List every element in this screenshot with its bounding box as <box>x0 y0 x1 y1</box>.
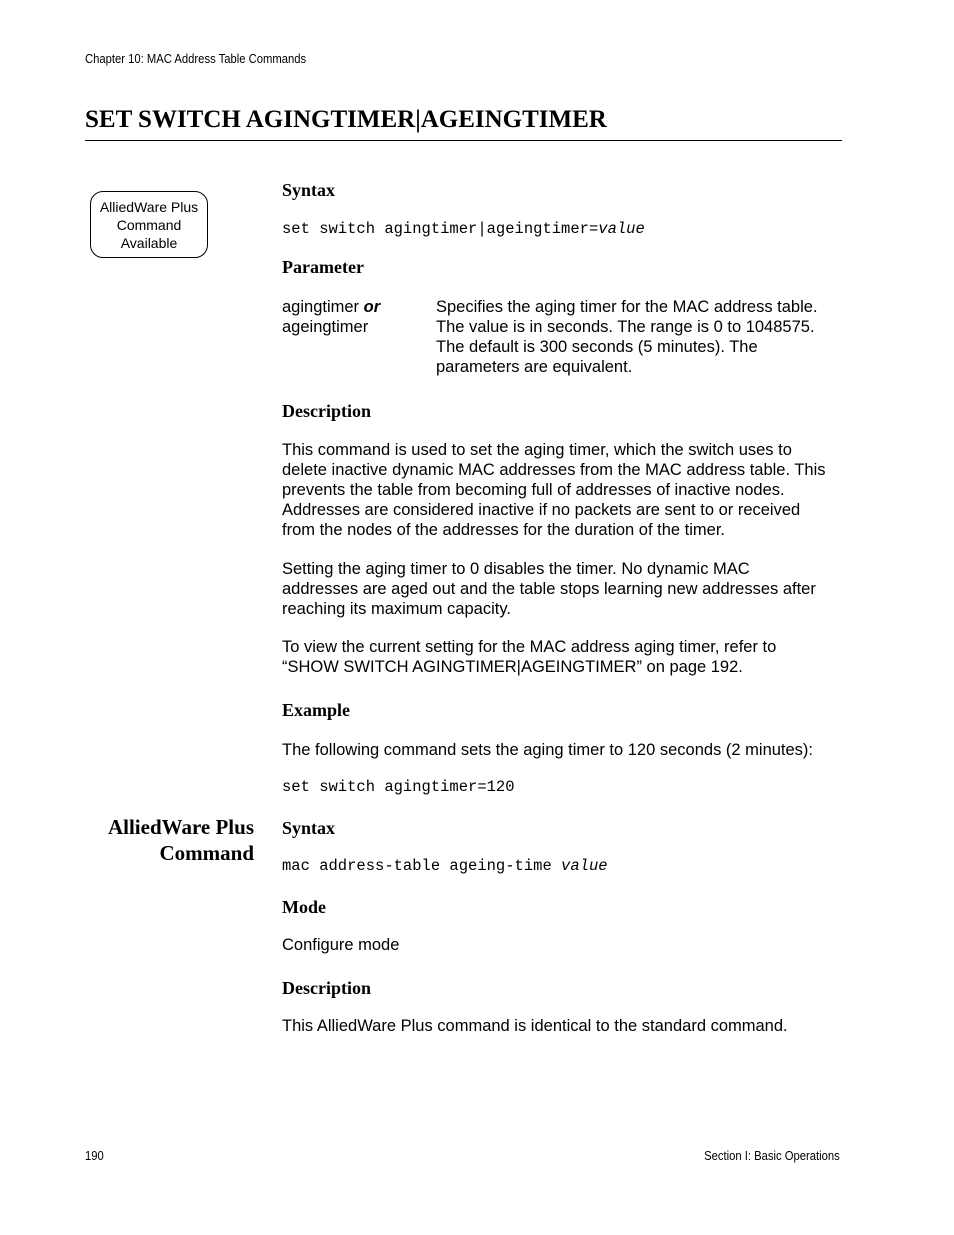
awplus-side-heading-line: Command <box>159 841 254 865</box>
title-rule <box>85 140 842 141</box>
badge-line: Available <box>120 235 178 251</box>
description-paragraph-3 <box>282 637 776 677</box>
param-desc-line: parameters are equivalent. <box>436 358 633 376</box>
awplus-description-text: This AlliedWare Plus command is identical to the standard command. <box>282 1017 788 1035</box>
desc-line: Setting the aging timer to 0 disables the timer. No dynamic MAC <box>282 560 750 578</box>
awplus-available-badge <box>90 191 208 258</box>
desc-line: delete inactive dynamic MAC addresses from the MAC address table. This <box>282 461 826 479</box>
awplus-mode-text: Configure mode <box>282 936 400 954</box>
description-paragraph-1 <box>282 440 826 540</box>
page-title: SET SWITCH AGINGTIMER|AGEINGTIMER <box>85 106 607 133</box>
example-command: set switch agingtimer=120 <box>282 778 515 796</box>
syntax-variable: value <box>598 220 645 238</box>
page-number: 190 <box>85 1149 104 1163</box>
awplus-syntax-variable: value <box>561 857 608 875</box>
param-desc-line: Specifies the aging timer for the MAC address table. <box>436 298 818 316</box>
awplus-side-heading-line: AlliedWare Plus <box>107 815 254 839</box>
badge-line: Command <box>116 217 182 233</box>
awplus-mode-heading: Mode <box>282 897 326 917</box>
awplus-syntax-heading: Syntax <box>282 818 336 838</box>
syntax-command <box>282 220 645 238</box>
parameter-description <box>436 297 818 377</box>
desc-line: prevents the table from becoming full of addresses of inactive nodes. <box>282 481 785 499</box>
awplus-side-heading <box>108 814 254 866</box>
syntax-command-text: set switch agingtimer|ageingtimer= <box>282 220 599 238</box>
running-header: Chapter 10: MAC Address Table Commands <box>85 52 307 66</box>
awplus-description-heading: Description <box>282 978 371 998</box>
desc-line: reaching its maximum capacity. <box>282 600 511 618</box>
awplus-syntax-command <box>282 857 608 875</box>
desc-line: addresses are aged out and the table stops learning new addresses after <box>282 580 816 598</box>
desc-line: To view the current setting for the MAC address aging timer, refer to <box>282 638 777 656</box>
example-heading: Example <box>282 700 351 720</box>
badge-line: AlliedWare Plus <box>99 199 199 215</box>
awplus-syntax-command-text: mac address-table ageing-time <box>282 857 562 875</box>
footer-section: Section I: Basic Operations <box>704 1149 840 1163</box>
desc-line: from the nodes of the addresses for the duration of the timer. <box>282 521 726 539</box>
parameter-name <box>282 297 380 337</box>
parameter-name-2: ageingtimer <box>282 318 369 336</box>
param-desc-line: The default is 300 seconds (5 minutes). The <box>436 338 758 356</box>
parameter-name-1: agingtimer <box>282 298 364 316</box>
desc-line-cross-reference[interactable]: “SHOW SWITCH AGINGTIMER|AGEINGTIMER” on page 192. <box>282 658 743 676</box>
syntax-heading: Syntax <box>282 180 336 200</box>
description-paragraph-2 <box>282 559 816 619</box>
param-desc-line: The value is in seconds. The range is 0 to 1048575. <box>436 318 815 336</box>
parameter-heading: Parameter <box>282 257 364 277</box>
description-heading: Description <box>282 401 371 421</box>
parameter-or: or <box>363 298 381 316</box>
desc-line: This command is used to set the aging timer, which the switch uses to <box>282 441 792 459</box>
example-text: The following command sets the aging timer to 120 seconds (2 minutes): <box>282 741 814 759</box>
desc-line: Addresses are considered inactive if no packets are sent to or received <box>282 501 801 519</box>
